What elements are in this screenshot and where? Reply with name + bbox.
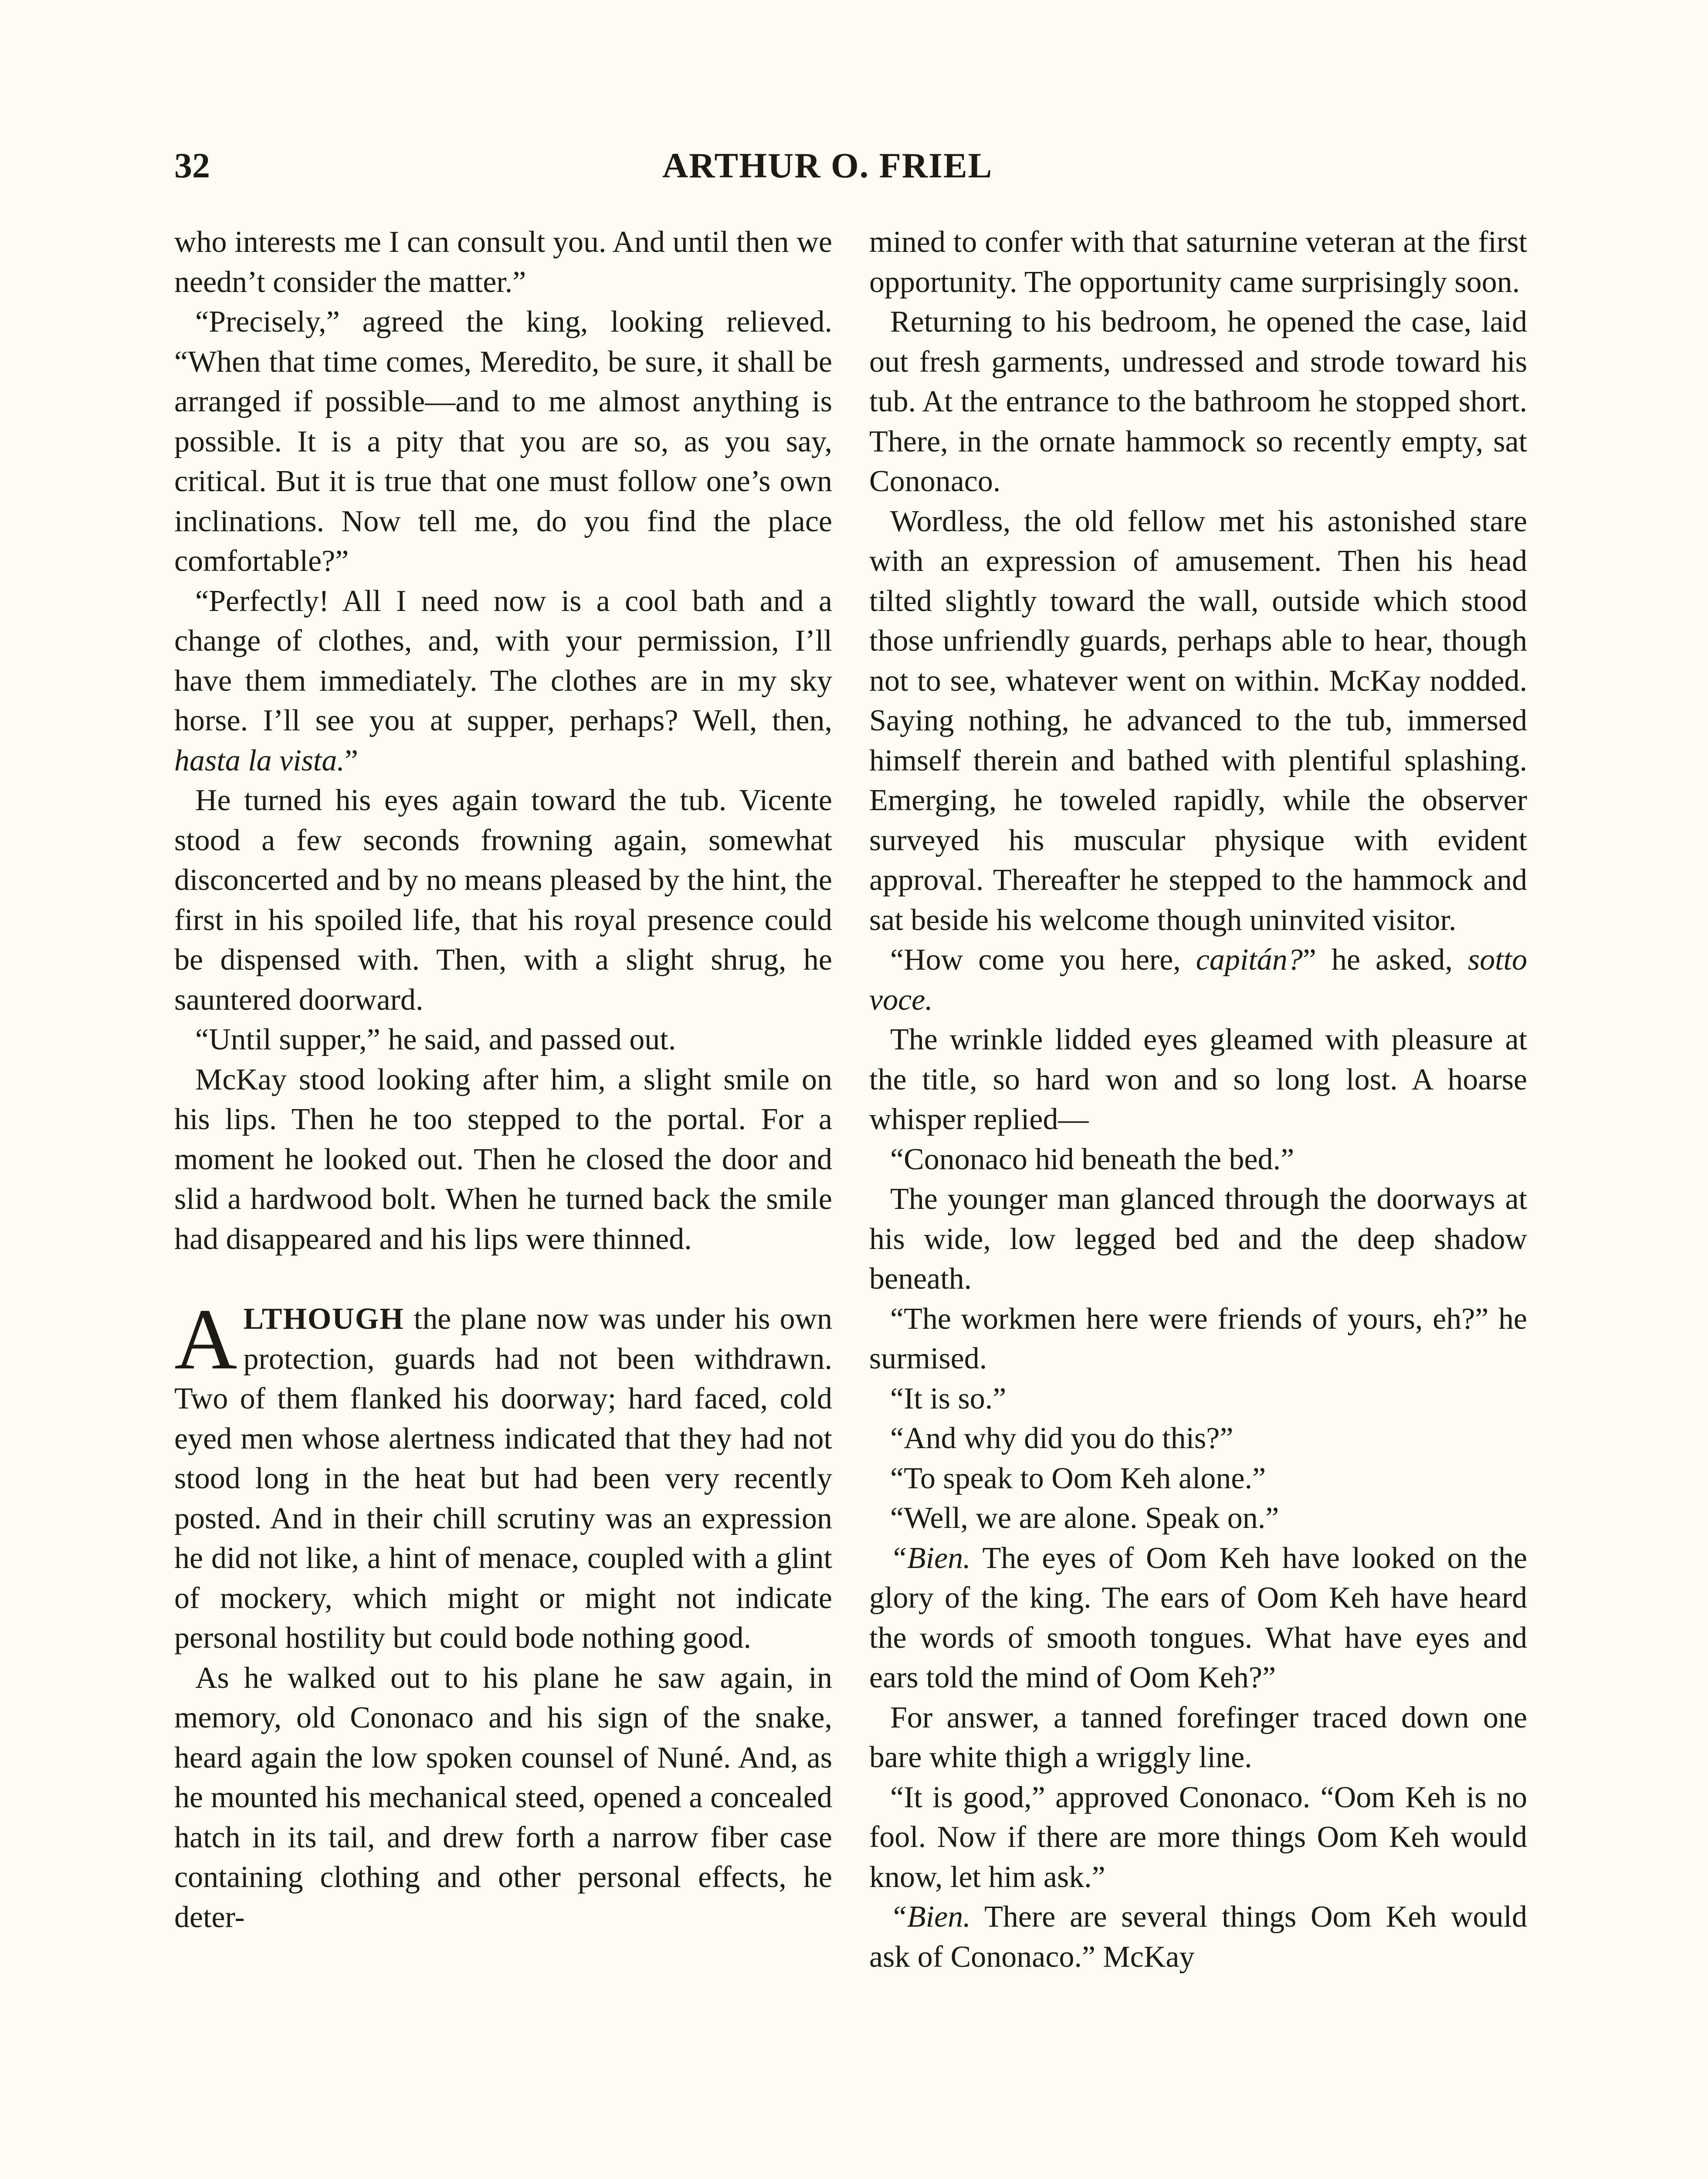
paragraph: “It is so.”	[890, 1381, 1006, 1415]
drop-cap: A	[174, 1291, 237, 1388]
paragraph: who interests me I can consult you. And until then we needn’t consider the matter.”	[174, 225, 832, 299]
paragraph: “Bien. There are several things Oom Keh would ask of Cononaco.” McKay	[869, 1900, 1527, 1974]
paragraph: “Well, we are alone. Speak on.”	[890, 1501, 1279, 1535]
lead-word: LTHOUGH	[243, 1302, 404, 1336]
running-head: ARTHUR O. FRIEL	[662, 146, 993, 185]
paragraph: mined to confer with that saturnine veteran at the first opportunity. The opportunity came surprisingly soon.	[869, 225, 1527, 299]
paragraph: Returning to his bedroom, he opened the case, laid out fresh garments, undressed and strode toward his tub. At the entrance to the bathroom he stopped short. There, in the ornate hammock so recently empty, sat Cononaco.	[869, 305, 1527, 498]
paragraph: For answer, a tanned forefinger traced down one bare white thigh a wriggly line.	[869, 1700, 1527, 1774]
paragraph: McKay stood looking after him, a slight smile on his lips. Then he too stepped to the portal. For a moment he looked out. Then he closed the door and slid a hardwood bolt. When he turned back the smile had disappeared and his lips were thinned.	[174, 1062, 832, 1256]
paragraph: “Precisely,” agreed the king, looking relieved. “When that time comes, Meredito, be sure, it shall be arranged if possible—and to me almost anything is possible. It is a pity that you are so, as you say, critical. But it is true that one must follow one’s own inclinations. Now tell me, do you find the place comfortable?”	[174, 305, 832, 578]
paragraph: The wrinkle lidded eyes gleamed with pleasure at the title, so hard won and so long lost. A hoarse whisper replied—	[869, 1023, 1527, 1136]
paragraph: As he walked out to his plane he saw again, in memory, old Cononaco and his sign of the snake, heard again the low spoken counsel of Nuné. And, as he mounted his mechanical steed, opened a concealed hatch in its tail, and drew forth a narrow fiber case containing clothing and other personal effects, he deter-	[174, 1661, 832, 1934]
section-break	[174, 1259, 832, 1299]
paragraph: “To speak to Oom Keh alone.”	[890, 1461, 1266, 1495]
paragraph: “Cononaco hid beneath the bed.”	[890, 1142, 1295, 1176]
paragraph: “And why did you do this?”	[890, 1422, 1234, 1455]
paragraph: “How come you here, capitán?” he asked, sotto voce.	[869, 943, 1527, 1017]
paragraph: “It is good,” approved Cononaco. “Oom Keh is no fool. Now if there are more things Oom Keh would know, let him ask.”	[869, 1780, 1527, 1894]
paragraph: The younger man glanced through the doorways at his wide, low legged bed and the deep shadow beneath.	[869, 1182, 1527, 1296]
page-header	[0, 139, 1708, 192]
paragraph: He turned his eyes again toward the tub. Vicente stood a few seconds frowning again, somewhat disconcerted and by no means pleased by the hint, the first in his spoiled life, that his royal presence could be dispensed with. Then, with a slight shrug, he sauntered doorward.	[174, 784, 832, 1017]
paragraph: “Perfectly! All I need now is a cool bath and a change of clothes, and, with your permission, I’ll have them immediately. The clothes are in my sky horse. I’ll see you at supper, perhaps? Well, then, hasta la vista.”	[174, 584, 832, 777]
page-number: 32	[174, 146, 210, 185]
paragraph: Wordless, the old fellow met his astonished stare with an expression of amusement. Then his head tilted slightly toward the wall, outside which stood those unfriendly guards, perhaps able to hear, though not to see, whatever went on within. McKay nodded. Saying nothing, he advanced to the tub, immersed himself therein and bathed with plentiful splashing. Emerging, he toweled rapidly, while the observer surveyed his muscular physique with evident approval. Thereafter he stepped to the hammock and sat beside his welcome though uninvited visitor.	[869, 504, 1527, 937]
left-column	[174, 222, 832, 2179]
section-opening-paragraph: ALTHOUGH the plane now was under his own protection, guards had not been withdrawn. Two of them flanked his doorway; hard faced, cold eyed men whose alertness indicated that they had not stood long in the heat but had been very recently posted. And in their chill scrutiny was an expression he did not like, a hint of menace, coupled with a glint of mockery, which might or might not indicate personal hostility but could bode nothing good.	[174, 1291, 832, 1655]
paragraph: “Until supper,” he said, and passed out.	[195, 1023, 676, 1056]
paragraph: “Bien. The eyes of Oom Keh have looked on the glory of the king. The ears of Oom Keh have heard the words of smooth tongues. What have eyes and ears told the mind of Oom Keh?”	[869, 1541, 1527, 1694]
right-column	[869, 222, 1527, 2179]
paragraph: “The workmen here were friends of yours, eh?” he surmised.	[869, 1302, 1527, 1375]
